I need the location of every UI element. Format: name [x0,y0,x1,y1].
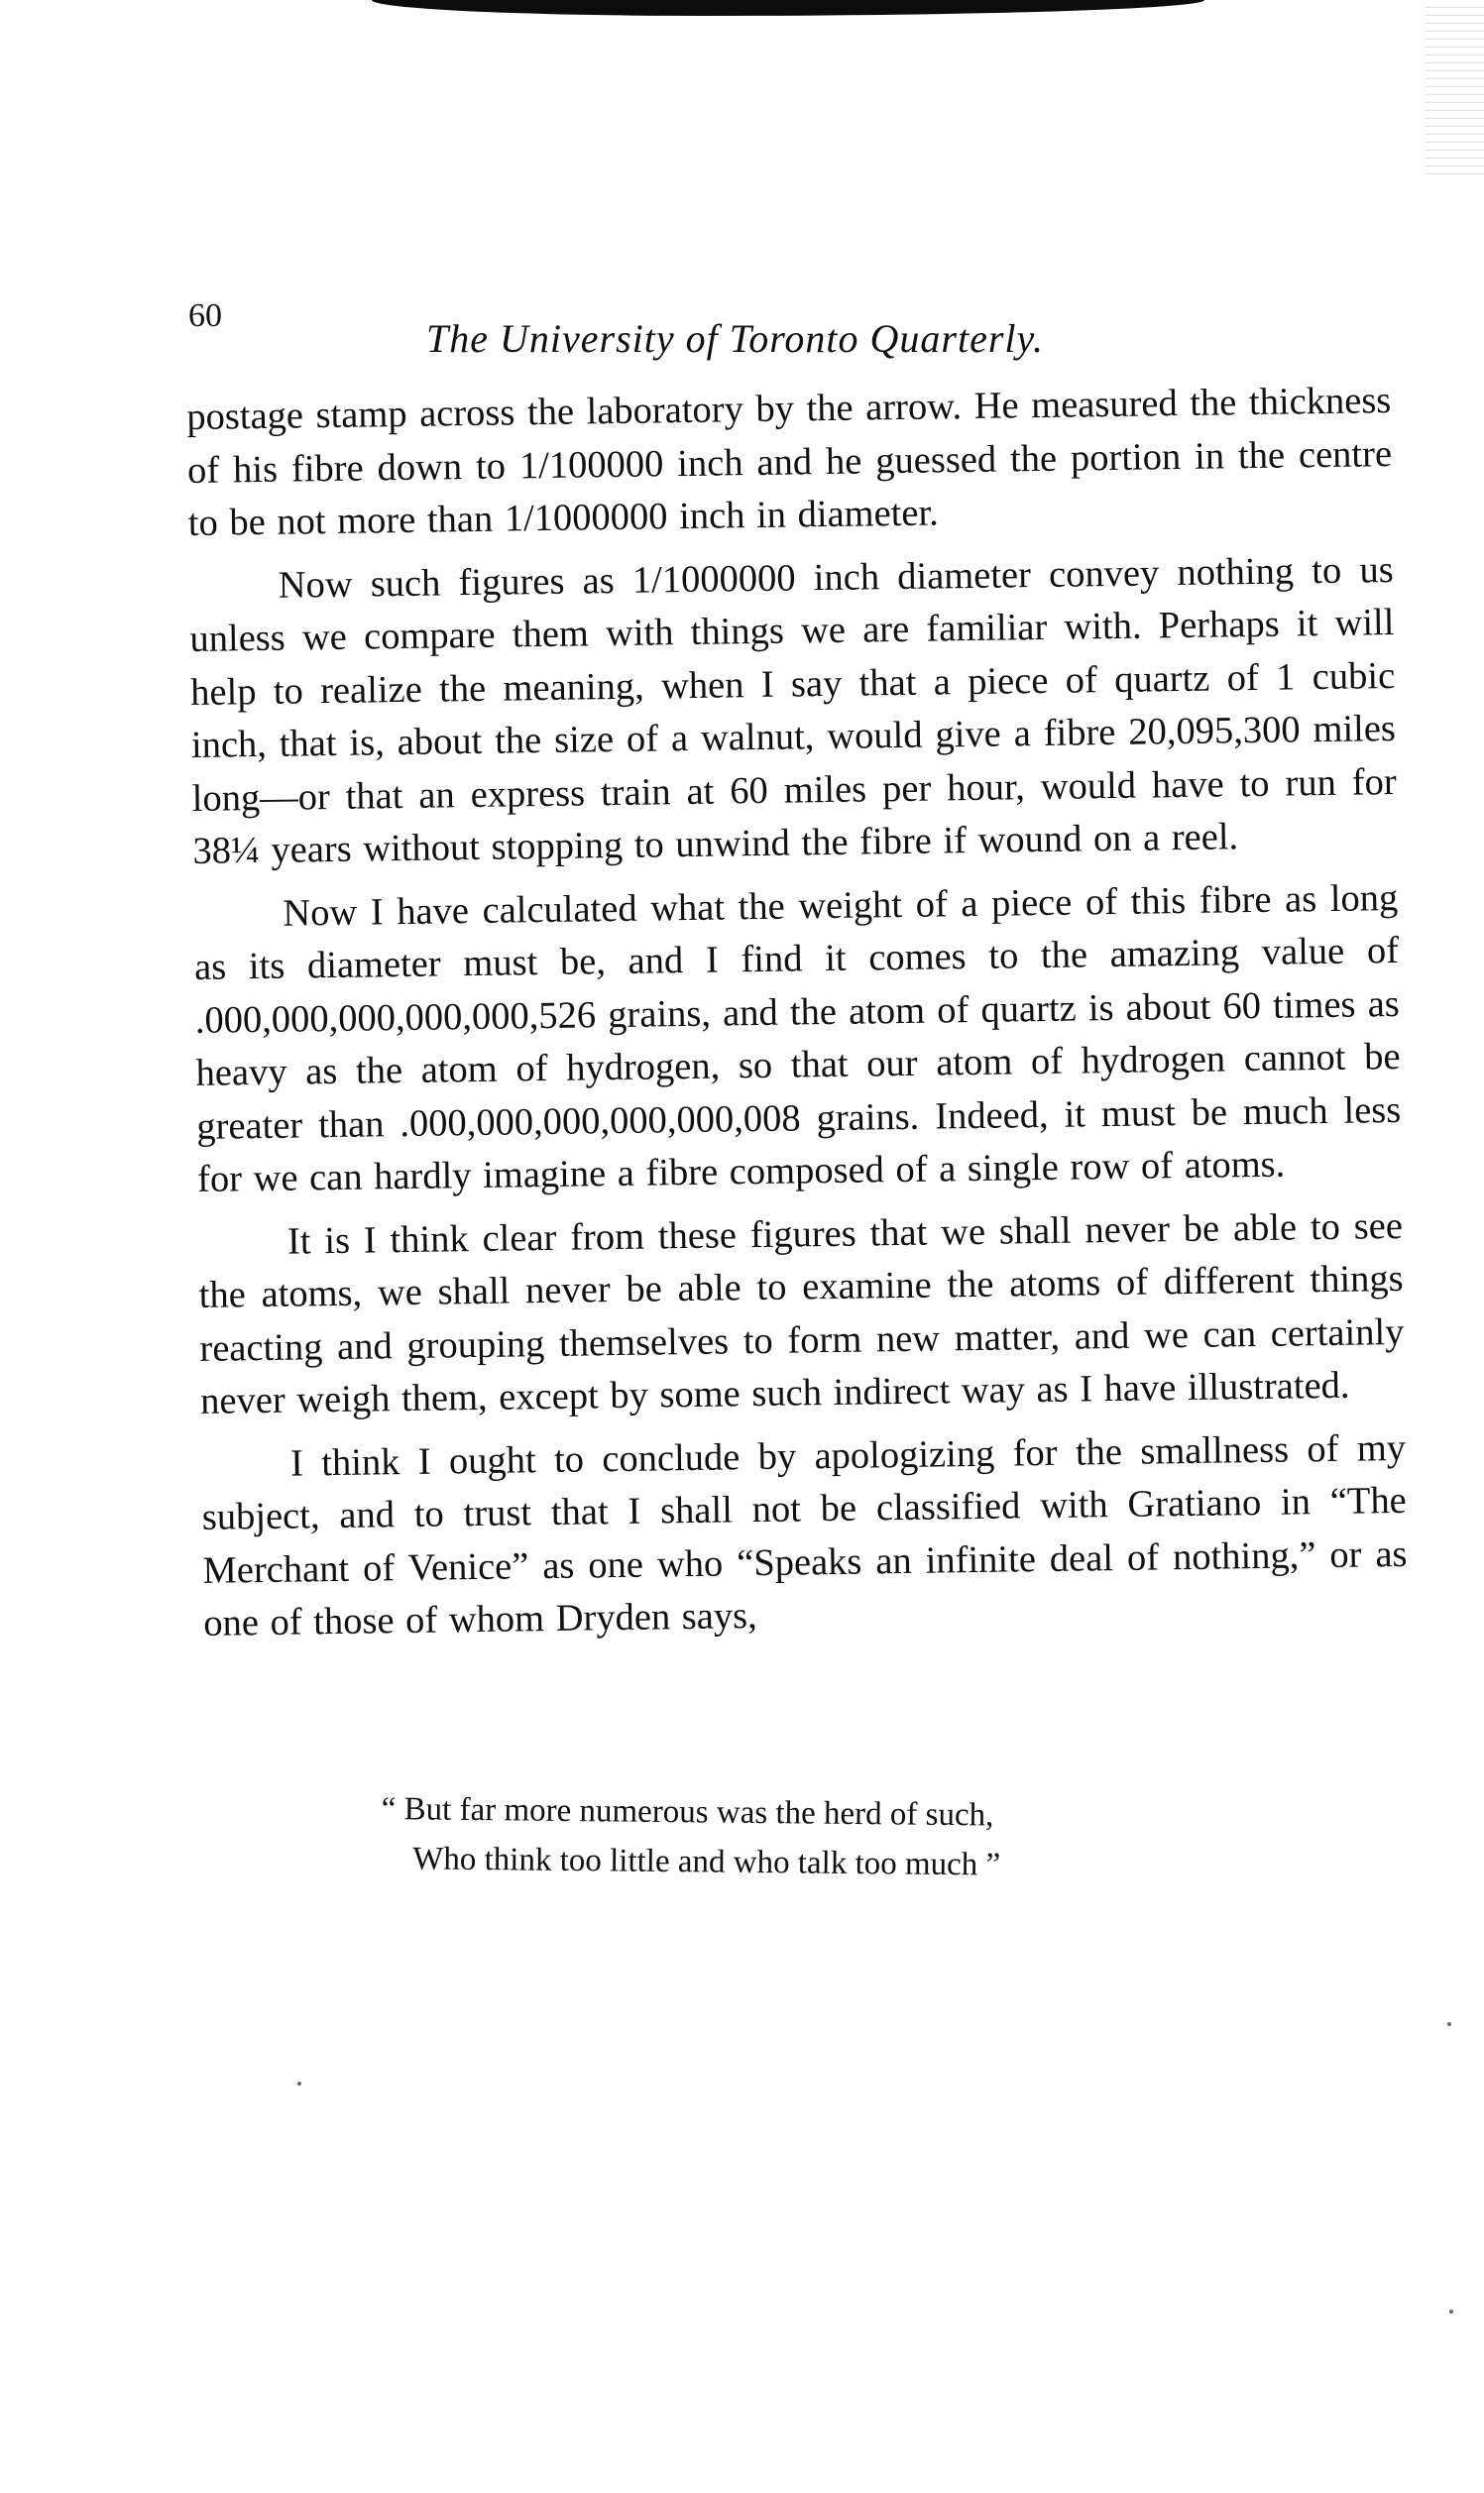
paragraph-4: It is I think clear from these figures that we shall never be able to see the atoms, we shall never be able to examine the atoms of different things reacting and grouping themselves to form new matter, and we can certainly never weigh them, except by some such indirect way as I have illustrated. [198,1204,1405,1422]
paragraph-2: Now such figures as 1/1000000 inch diameter convey nothing to us unless we compare them with things we are familiar with. Perhaps it will help to realize the meaning, when I say that a piece of quartz of 1 cubic inch, that is, about the size of a walnut, would give a fibre 20,095,300 miles long—or that an express train at 60 miles per hour, would have to run for 38¼ years without stopping to unwind the fibre if wound on a reel. [189,548,1397,872]
running-head: The University of Toronto Quarterly. [426,316,1045,361]
paper-speck [1447,2022,1451,2026]
top-border-mark [372,0,1204,16]
paper-speck [297,2082,301,2086]
quote-line-1: “ But far more numerous was the herd of such, [381,1790,994,1834]
paragraph-5: I think I ought to conclude by apologizing for the smallness of my subject, and to trust that I shall not be classified with Gratiano in “The Merchant of Venice” as one who “Speaks an infinite deal of nothing,” or as one of those of whom Dryden says, [201,1426,1408,1644]
quote-line-2: Who think too little and who talk too much ” [412,1841,1001,1883]
paragraph-3: Now I have calculated what the weight of a piece of this fibre as long as its diameter must be, and I find it comes to the amazing value of .000,000,000,000,000,526 grains, and the atom of quartz is about 60 times as heavy as the atom of hydrogen, so that our atom of hydrogen cannot be greater than .000,000,000,000,000,008 grains. Indeed, it must be much less for we can hardly imagine a fibre composed of a single row of atoms. [193,876,1402,1200]
body-text [186,375,1409,1650]
page-edge-speckle [1425,0,1484,178]
page-number: 60 [188,297,222,334]
paragraph-1: postage stamp across the laboratory by the arrow. He measured the thickness of his fibre down to 1/100000 inch and he guessed the portion in the centre to be not more than 1/1000000 inch in diameter. [186,380,1393,544]
paper-speck [1449,2310,1453,2314]
verse-quote [381,1784,1001,1890]
